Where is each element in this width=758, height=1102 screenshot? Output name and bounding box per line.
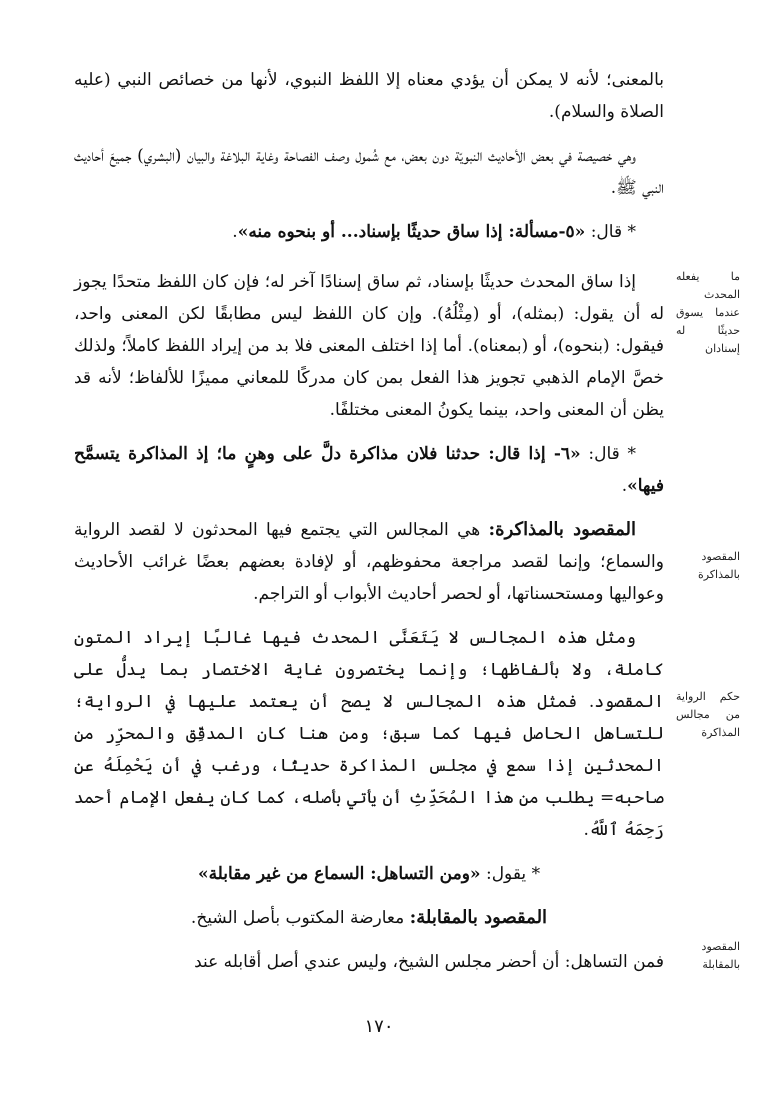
margin-note-isnad: ما يفعله المحدث عندما يسوق حديثًا له إسنادان: [676, 270, 740, 355]
quote-prefix: * قال:: [580, 444, 636, 464]
paragraph-mudhakara-ruling: [74, 622, 664, 846]
main-text-column: [74, 64, 664, 990]
paragraph-isnad: [74, 266, 664, 426]
quoted-text: «ومن التساهل: السماع من غير مقابلة»: [197, 864, 481, 884]
paragraph-text: بالمعنى؛ لأنه لا يمكن أن يؤدي معناه إلا اللفظ النبوي، لأنها من خصائص النبي (عليه الصلاة والسلام).: [74, 70, 664, 122]
quote-tasahul: [74, 858, 664, 890]
paragraph-text: معارضة المكتوب بأصل الشيخ.: [190, 908, 410, 928]
paragraph-eloquence: [74, 140, 664, 204]
quote-suffix: .: [232, 222, 238, 242]
margin-note-muqabala: المقصود بالمقابلة: [701, 940, 740, 971]
quote-prefix: * يقول:: [480, 864, 541, 884]
page-number: ١٧٠: [364, 1016, 394, 1037]
paragraph-continuation: [74, 64, 664, 128]
paragraph-text: فمن التساهل: أن أحضر مجلس الشيخ، وليس عندي أصل أقابله عند: [194, 952, 664, 972]
paragraph-muqabala-definition: [74, 902, 664, 934]
paragraph-mudhakara-definition: [74, 514, 664, 610]
term-label: المقصود بالمقابلة:: [409, 907, 548, 928]
paragraph-tasahul-example: [74, 946, 664, 978]
paragraph-text: وهي خصيصة في بعض الأحاديث النبويّة دون بعض، مع شُمول وصف الفصاحة وغاية البلاغة والبيان (البشري) جميعَ أحاديث النبي ﷺ.: [74, 146, 664, 198]
quoted-text: «٥-مسألة: إذا ساق حديثًا بإسناد... أو بنحوه منه»: [237, 222, 586, 242]
margin-note-mudhakara: المقصود بالمذاكرة: [697, 550, 740, 581]
quote-issue-6: [74, 438, 664, 502]
margin-note-riwaya-ruling: حكم الرواية من مجالس المذاكرة: [676, 690, 740, 739]
quoted-text: «٦- إذا قال: حدثنا فلان مذاكرة دلَّ على وهنٍ ما؛ إذ المذاكرة يتسمَّح فيها»: [74, 444, 664, 496]
quote-prefix: * قال:: [585, 222, 636, 242]
term-label: المقصود بالمذاكرة:: [488, 519, 636, 540]
quote-issue-5: [74, 216, 664, 248]
paragraph-text: هي المجالس التي يجتمع فيها المحدثون لا لقصد الرواية والسماع؛ وإنما لقصد مراجعة محفوظهم، أو لإفادة بعضهم بعضًا غرائب الأحاديث وعواليها ومستحسناتها، أو لحصر أحاديث الأبواب أو التراجم.: [74, 520, 664, 604]
paragraph-text: إذا ساق المحدث حديثًا بإسناد، ثم ساق إسنادًا آخر له؛ فإن كان اللفظ متحدًا يجوز له أن يقول: (بمثله)، أو (مِثْلُهُ). وإن كان اللفظ ليس مطابقًا لكن المعنى واحد، فيقول: (بنحوه)، أو (بمعناه). أما إذا اختلف المعنى فلا بد من إيراد اللفظ كاملاً؛ ولذلك خصَّ الإمام الذهبي تجويز هذا الفعل بمن كان مدركًا للمعاني مميزًا للألفاظ؛ لأنه قد يظن أن المعنى واحد، بينما يكونُ المعنى مختلفًا.: [74, 272, 664, 420]
quote-suffix: .: [621, 476, 628, 496]
paragraph-text: ومثل هذه المجالس لا يَتَعَنَّى المحدث فيها غالبًا إيراد المتون كاملة، ولا بألفاظها؛ وإنما يختصرون غاية الاختصار بما يدلُّ على المقصود. فمثل هذه المجالس لا يصح أن يعتمد عليها في الرواية؛ للتساهل الحاصل فيها كما سبق؛ ومن هنا كان المدقِّق والمحرِّر من المحدثين إذا سمع في مجلس المذاكرة حديثًا، ورغب في أن يَحْمِلَهُ عن صاحبه= يطلب من هذا المُحَدِّثِ أن يأتي بأصله، كما كان يفعل الإمام أحمد رَحِمَهُ ٱللَّهُ.: [74, 628, 664, 840]
